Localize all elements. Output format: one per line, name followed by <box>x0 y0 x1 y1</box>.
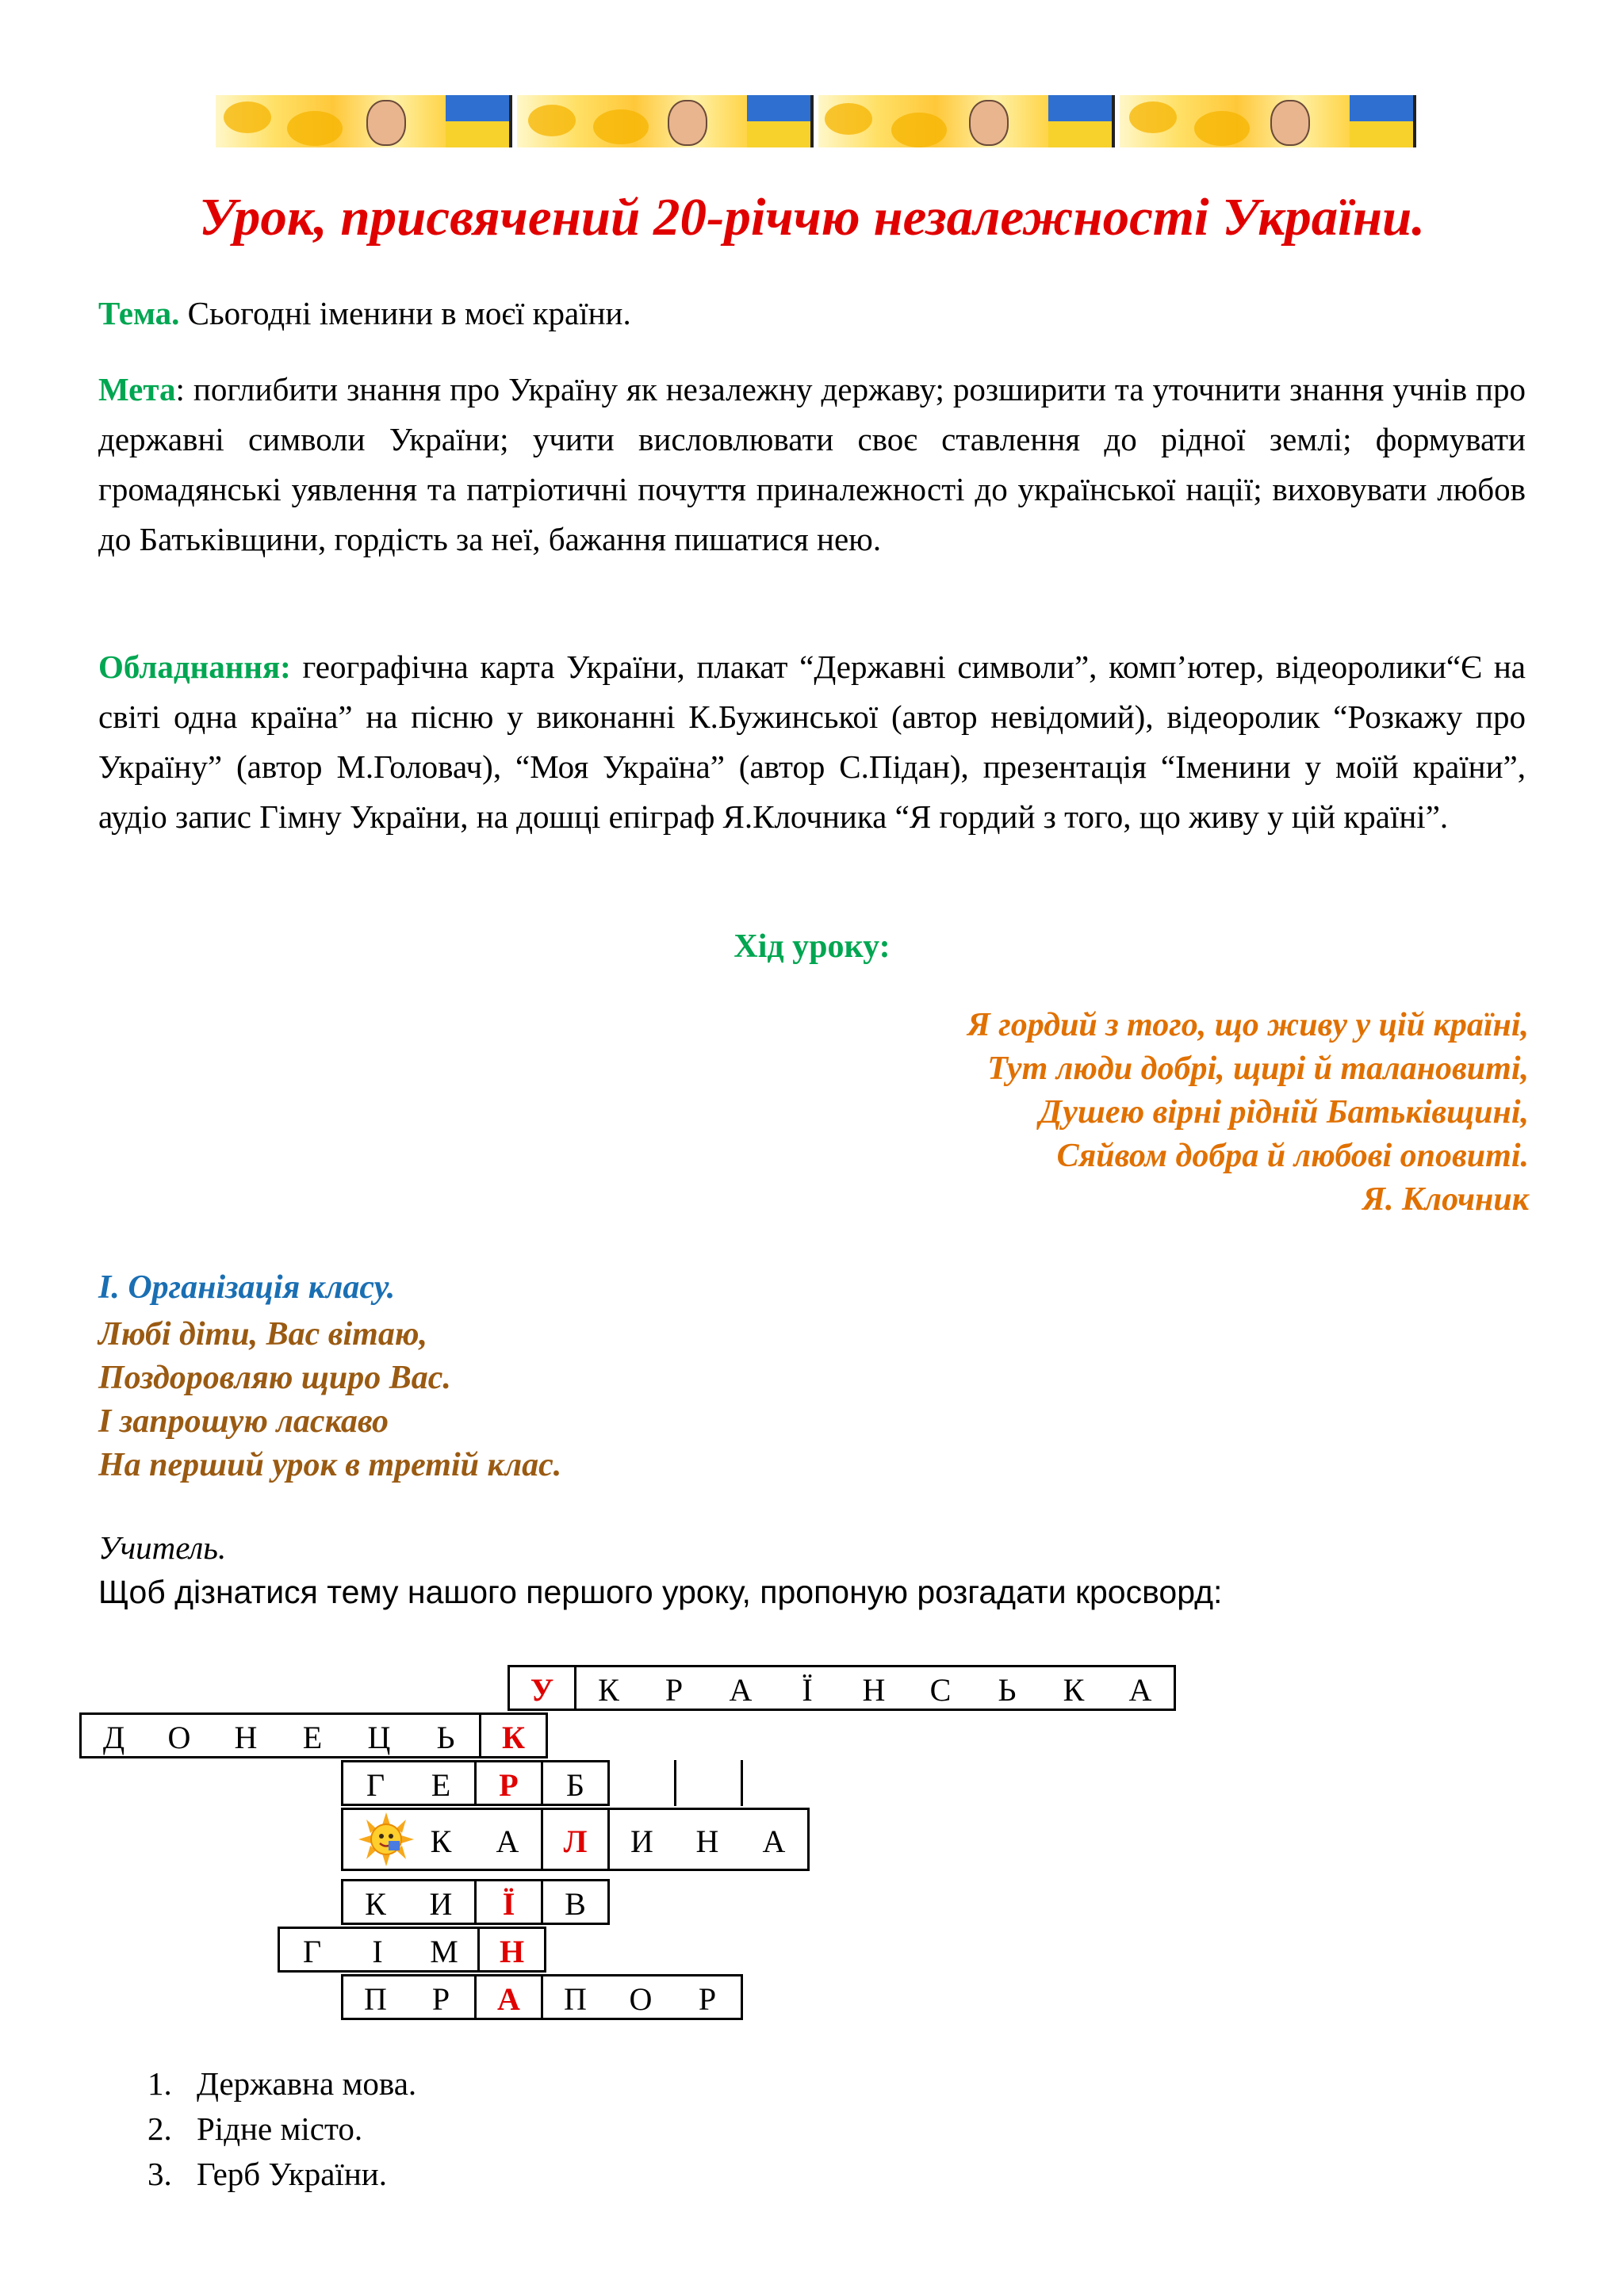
sun-icon <box>357 1811 416 1868</box>
topic-text: Сьогодні іменини в моєї країни. <box>179 295 631 331</box>
crossword-cell: Р <box>408 1974 474 2020</box>
crossword-cell: Д <box>79 1712 146 1758</box>
crossword-cell-empty <box>741 1760 745 1806</box>
epigraph-line: Я гордий з того, що живу у цій країні, <box>967 1007 1529 1043</box>
banner-image <box>216 95 512 147</box>
crossword-cell: С <box>907 1665 974 1711</box>
crossword-key-letter: А <box>474 1974 541 2020</box>
crossword-cell: Б <box>541 1760 607 1806</box>
crossword-cell: Ї <box>774 1665 841 1711</box>
crossword-row-end <box>741 1974 743 2020</box>
greeting-line: На перший урок в третій клас. <box>98 1447 562 1483</box>
crossword-key-letter: Ї <box>474 1879 541 1925</box>
crossword-cell: К <box>341 1879 408 1925</box>
crossword-cell: И <box>408 1879 474 1925</box>
banner-image <box>818 95 1115 147</box>
crossword-cell: А <box>741 1808 807 1871</box>
crossword-cell: В <box>541 1879 607 1925</box>
crossword-intro: Щоб дізнатися тему нашого першого уроку, пропоную розгадати кросворд: <box>98 1574 1223 1610</box>
lesson-heading: Хід уроку: <box>733 928 891 965</box>
greeting-line: Поздоровляю щиро Вас. <box>98 1360 451 1396</box>
crossword-cell: Ь <box>974 1665 1040 1711</box>
questions-list <box>147 2061 416 2197</box>
decorative-banner <box>216 95 1416 151</box>
equipment-paragraph <box>98 642 1526 842</box>
section-heading: І. Організація класу. <box>98 1269 396 1306</box>
list-item: 1. Державна мова. <box>147 2065 417 2102</box>
crossword-key-letter: Н <box>477 1927 544 1973</box>
crossword-cell: П <box>341 1974 408 2020</box>
crossword-cell: Г <box>341 1760 408 1806</box>
goal-label: Мета <box>98 371 176 408</box>
crossword-cell-empty <box>674 1760 679 1806</box>
crossword-cell: Е <box>408 1760 474 1806</box>
crossword-cell: А <box>1107 1665 1174 1711</box>
epigraph-author: Я. Клочник <box>1362 1181 1529 1218</box>
crossword-cell: К <box>574 1665 641 1711</box>
crossword-cell: Е <box>279 1712 346 1758</box>
crossword-cell: К <box>408 1808 474 1871</box>
banner-image <box>1120 95 1416 147</box>
crossword-cell: М <box>411 1927 477 1973</box>
epigraph-line: Тут люди добрі, щирі й талановиті, <box>987 1050 1529 1087</box>
crossword-cell: І <box>344 1927 411 1973</box>
equipment-text: географічна карта України, плакат “Державні символи”, комп’ютер, відеоролики“Є на світі одна країна” на пісню у виконанні К.Бужинської (автор невідомий), відеоролик “Розкажу про Україну” (автор М.Головач), “Моя Україна” (автор С.Підан), презентація “Іменини у моїй країни”, аудіо запис Гімну України, на дошці епіграф Я.Клочника “Я гордий з того, що живу у цій країні”. <box>98 649 1526 835</box>
crossword-cell: К <box>1040 1665 1107 1711</box>
greeting-line: Любі діти, Вас вітаю, <box>98 1316 427 1353</box>
crossword-cell: Ц <box>346 1712 412 1758</box>
crossword-cell: Ь <box>412 1712 479 1758</box>
teacher-label: Учитель. <box>98 1529 227 1566</box>
crossword-row-end <box>607 1879 610 1925</box>
crossword-cell: О <box>146 1712 213 1758</box>
list-item: 3. Герб України. <box>147 2156 387 2192</box>
crossword-cell: Н <box>674 1808 741 1871</box>
topic-label: Тема. <box>98 295 180 331</box>
epigraph-line: Сяйвом добра й любові оповиті. <box>1056 1138 1529 1174</box>
equipment-label: Обладнання: <box>98 649 291 685</box>
crossword-row-end <box>807 1808 810 1871</box>
goal-text: : поглибити знання про Україну як незалежну державу; розширити та уточнити знання учнів про державні символи України; учити висловлювати своє ставлення до рідної землі; формувати громадянські уявлення та патріотичні почуття приналежності до української нації; виховувати любов до Батьківщини, гордість за неї, бажання пишатися нею. <box>98 371 1526 557</box>
crossword-cell: И <box>607 1808 674 1871</box>
crossword-row-end <box>607 1760 610 1806</box>
crossword-cell: Н <box>213 1712 279 1758</box>
crossword-key-letter: Р <box>474 1760 541 1806</box>
crossword-cell: Н <box>841 1665 907 1711</box>
crossword-row-end <box>544 1927 546 1973</box>
crossword-key-letter: К <box>479 1712 546 1758</box>
list-item: 2. Рідне місто. <box>147 2110 363 2147</box>
crossword-key-letter: У <box>508 1665 574 1711</box>
page-title: Урок, присвячений 20-річчю незалежності України. <box>198 188 1426 247</box>
goal-paragraph <box>98 365 1526 564</box>
banner-image <box>517 95 814 147</box>
crossword-cell: А <box>474 1808 541 1871</box>
epigraph-line: Душею вірні рідній Батьківщині, <box>1039 1094 1529 1131</box>
crossword-row-end <box>546 1712 548 1758</box>
greeting-line: І запрошую ласкаво <box>98 1403 389 1440</box>
crossword-cell: О <box>607 1974 674 2020</box>
epigraph <box>967 1004 1529 1222</box>
crossword-cell: А <box>707 1665 774 1711</box>
crossword-key-letter: Л <box>541 1808 607 1871</box>
crossword-cell: Г <box>278 1927 344 1973</box>
greeting-poem <box>98 1313 561 1487</box>
topic-paragraph <box>98 289 1526 339</box>
crossword-cell: Р <box>674 1974 741 2020</box>
crossword-cell: П <box>541 1974 607 2020</box>
crossword-row-end <box>1174 1665 1176 1711</box>
crossword-cell: Р <box>641 1665 707 1711</box>
